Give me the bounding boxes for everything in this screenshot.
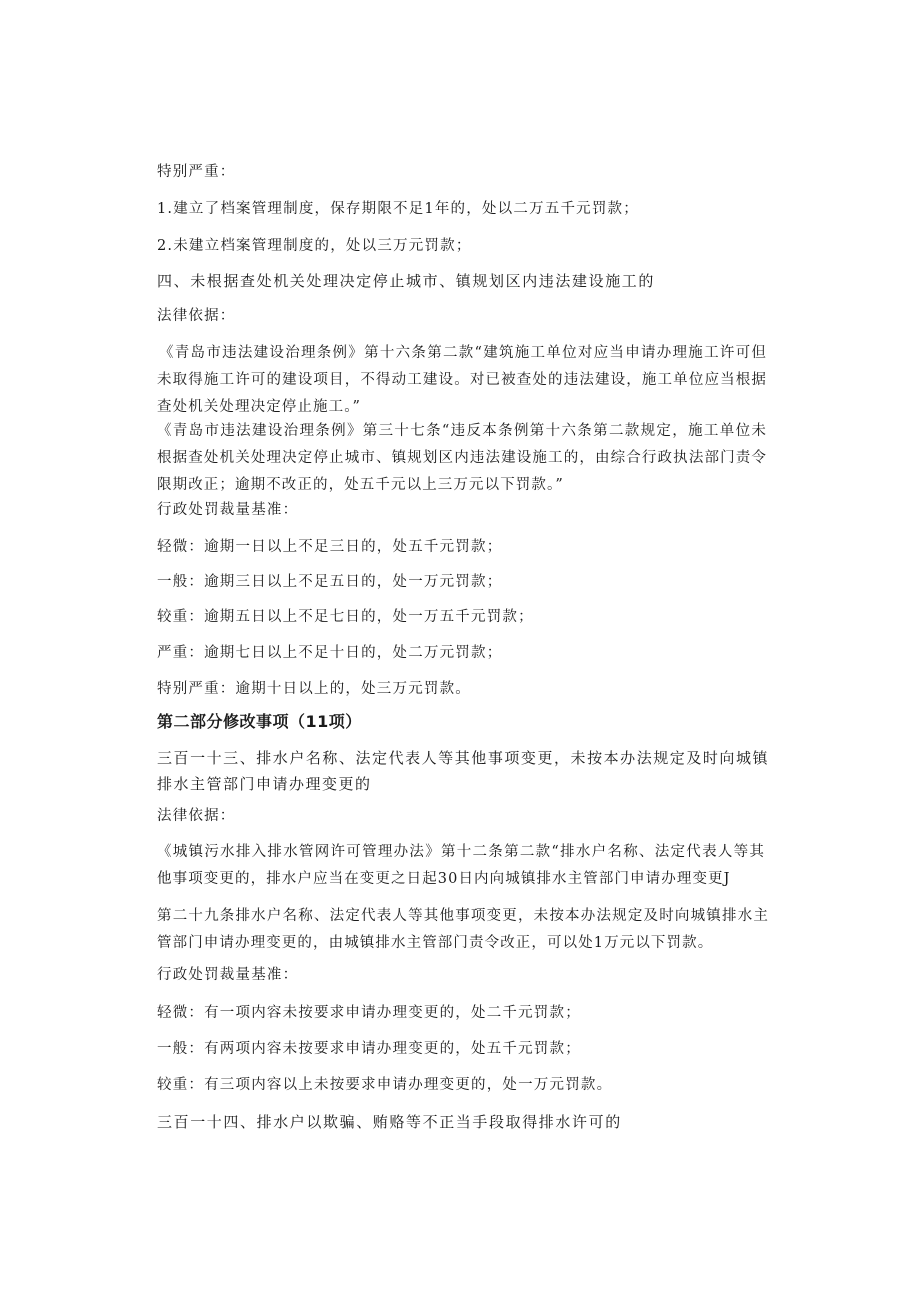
paragraph: 第二十九条排水户名称、法定代表人等其他事项变更，未按本办法规定及时向城镇排水主管部门申请办理变更的，由城镇排水主管部门责令改正，可以处1万元以下罚款。 [157,908,769,951]
text-line: 行政处罚裁量基准： [157,967,299,983]
text-line: 轻微：有一项内容未按要求申请办理变更的，处二千元罚款； [157,1005,581,1021]
paragraph: 《青岛市违法建设治理条例》第十六条第二款“建筑施工单位对应当申请办理施工许可但未取得施工许可的建设项目，不得动工建设。对已被查处的违法建设，施工单位应当根据查处机关处理决定停止施工。” [157,345,767,415]
text-line: 较重：逾期五日以上不足七日的，处一万五千元罚款； [157,609,534,625]
article-title: 四、未根据查处机关处理决定停止城市、镇规划区内违法建设施工的 [157,272,656,290]
text-line: 较重：有三项内容以上未按要求申请办理变更的，处一万元罚款。 [157,1077,613,1093]
text-line: 行政处罚裁量基准： [157,502,299,518]
paragraph: 《青岛市违法建设治理条例》第三十七条“违反本条例第十六条第二款规定，施工单位未根据查处机关处理决定停止城市、镇规划区内违法建设施工的，由综合行政执法部门责令限期改正；逾期不改正的，处五千元以上三万元以下罚款。” [157,423,767,493]
text-line: 特别严重：逾期十日以上的，处三万元罚款。 [157,681,471,697]
text-line: 一般：有两项内容未按要求申请办理变更的，处五千元罚款； [157,1041,581,1057]
text-line: 轻微：逾期一日以上不足三日的，处五千元罚款； [157,539,503,555]
text-line: 特别严重： [157,164,236,180]
text-line: 一般：逾期三日以上不足五日的，处一万元罚款； [157,574,503,590]
text-line: 2.未建立档案管理制度的，处以三万元罚款； [157,238,472,254]
text-line: 法律依据： [157,808,236,824]
article-title: 三百一十三、排水户名称、法定代表人等其他事项变更，未按本办法规定及时向城镇排水主管部门申请办理变更的 [157,749,769,793]
text-line: 严重：逾期七日以上不足十日的，处二万元罚款； [157,645,503,661]
section-heading: 第二部分修改事项（11项） [157,712,362,731]
text-line: 法律依据： [157,308,236,324]
article-title: 三百一十四、排水户以欺骗、贿赂等不正当手段取得排水许可的 [157,1113,622,1131]
text-line: 1.建立了档案管理制度，保存期限不足1年的，处以二万五千元罚款； [157,201,639,217]
paragraph: 《城镇污水排入排水管网许可管理办法》第十二条第二款“排水户名称、法定代表人等其他事项变更的，排水户应当在变更之日起30日内向城镇排水主管部门申请办理变更J [157,844,765,887]
